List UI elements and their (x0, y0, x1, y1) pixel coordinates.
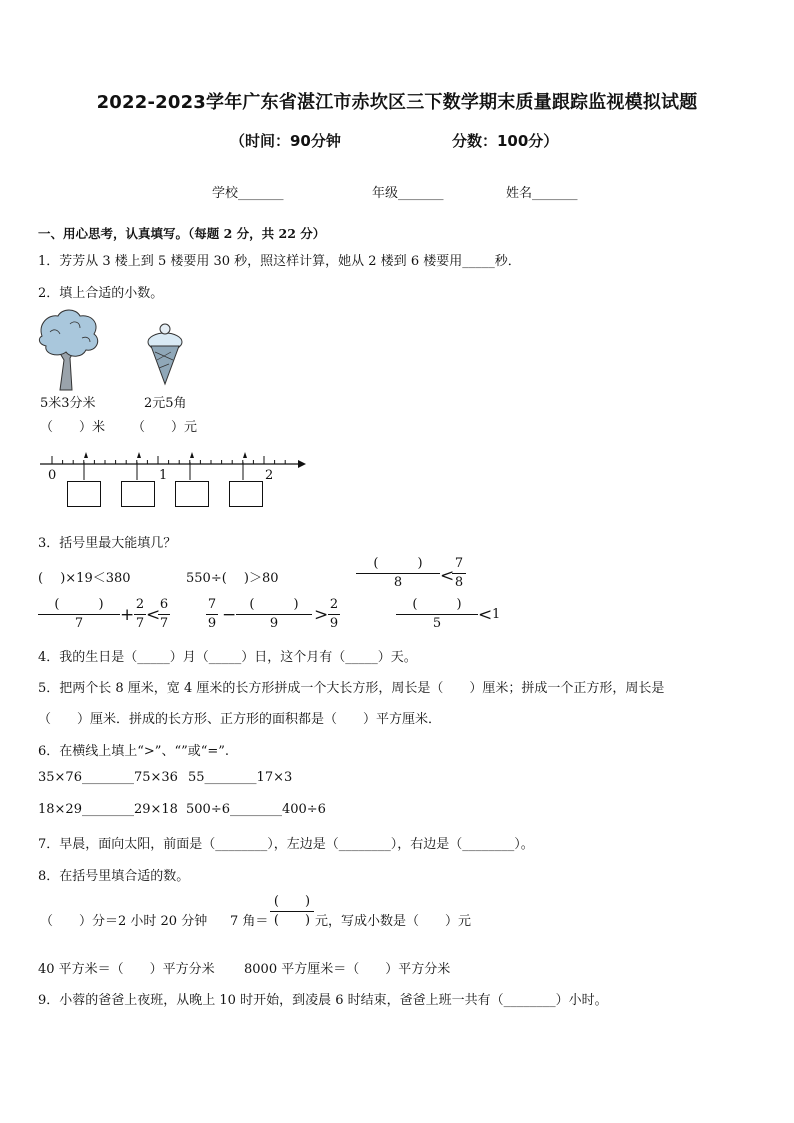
less-than-sign: < (478, 605, 493, 625)
question-1: 1．芳芳从 3 楼上到 5 楼要用 30 秒，照这样计算，她从 2 楼到 6 楼要用_____秒． (38, 254, 521, 269)
exam-title: 2022-2023学年广东省湛江市赤坎区三下数学期末质量跟踪监视模拟试题 (96, 92, 698, 113)
frac-numerator: 2 (329, 597, 339, 612)
less-than-sign: < (440, 566, 455, 586)
q3-item-b[interactable]: 550÷( )＞80 (186, 571, 279, 586)
minus-sign: − (222, 605, 237, 625)
frac-bar (452, 573, 466, 574)
q3-frac-blank-7[interactable] (38, 597, 120, 632)
number-one: 1 (492, 607, 501, 622)
q3-frac-7-8 (452, 556, 466, 591)
ruler-answer-box[interactable] (121, 481, 155, 507)
section1-heading: 一、用心思考，认真填写。（每题 2 分，共 22 分） (38, 226, 326, 241)
frac-bar (356, 573, 440, 574)
question-3: 3．括号里最大能填几？ (38, 536, 177, 551)
q3-item-a[interactable]: ( )×19＜380 (38, 571, 131, 586)
question-5-line2: （ ）厘米．拼成的长方形、正方形的面积都是（ ）平方厘米． (38, 712, 442, 727)
frac-bar (206, 614, 218, 615)
frac-bar (396, 614, 478, 615)
frac-bar (270, 911, 314, 912)
frac-bar (328, 614, 340, 615)
frac-denominator: 9 (329, 616, 339, 631)
frac-denominator: ( ) (273, 913, 311, 928)
tree-caption: 5米3分米 (40, 396, 96, 411)
q6-item-b[interactable]: 55________17×3 (188, 770, 293, 785)
frac-denominator: 7 (159, 616, 169, 631)
q3-frac-6-7 (158, 597, 170, 632)
question-4: 4．我的生日是（_____）月（_____）日，这个月有（_____）天。 (38, 650, 417, 665)
q6-item-c[interactable]: 18×29________29×18 (38, 802, 178, 817)
grade-field[interactable]: 年级_______ (372, 186, 444, 201)
question-9: 9．小蓉的爸爸上夜班，从晚上 10 时开始，到凌晨 6 时结束，爸爸上班一共有（________）小时。 (38, 993, 608, 1008)
question-5-line1: 5．把两个长 8 厘米，宽 4 厘米的长方形拼成一个大长方形，周长是（ ）厘米；拼成一个正方形，周长是 (38, 681, 665, 696)
frac-numerator: 6 (159, 597, 169, 612)
exam-time: （时间：90分钟 (230, 132, 341, 150)
q3-frac-blank-9[interactable] (236, 597, 312, 632)
q3-frac-blank-5[interactable] (396, 597, 478, 632)
greater-than-sign: > (314, 605, 329, 625)
frac-denominator: 8 (393, 575, 403, 590)
q8-item-c[interactable]: 40 平方米＝（ ）平方分米 (38, 962, 215, 977)
ruler-label-1: 1 (159, 468, 168, 483)
q3-frac-blank-8[interactable] (356, 556, 440, 591)
exam-score: 分数：100分） (452, 132, 559, 150)
q3-frac-2-7 (134, 597, 146, 632)
ruler-answer-box[interactable] (67, 481, 101, 507)
question-6: 6．在横线上填上“>”、“”或“=”. (38, 744, 230, 759)
answer-meter[interactable]: （ ）米 (40, 420, 106, 435)
ice-cream-picture (142, 320, 188, 386)
frac-bar (158, 614, 170, 615)
frac-numerator: ( ) (273, 894, 311, 909)
q8-item-b-suffix[interactable]: 元，写成小数是（ ）元 (315, 914, 472, 929)
question-2: 2．填上合适的小数。 (38, 286, 164, 301)
q8-item-b-prefix: 7 角＝ (230, 914, 269, 929)
ruler-answer-box[interactable] (175, 481, 209, 507)
name-field[interactable]: 姓名_______ (506, 186, 578, 201)
question-8: 8．在括号里填合适的数。 (38, 869, 190, 884)
plus-sign: + (120, 605, 135, 625)
icecream-caption: 2元5角 (144, 396, 187, 411)
question-7: 7．早晨，面向太阳，前面是（________），左边是（________），右边是（________）。 (38, 837, 534, 852)
frac-denominator: 5 (432, 616, 442, 631)
ruler-label-0: 0 (48, 468, 57, 483)
less-than-sign: < (146, 605, 161, 625)
q6-item-d[interactable]: 500÷6________400÷6 (186, 802, 326, 817)
frac-denominator: 9 (207, 616, 217, 631)
school-field[interactable]: 学校_______ (212, 186, 284, 201)
q8-item-d[interactable]: 8000 平方厘米＝（ ）平方分米 (244, 962, 451, 977)
frac-numerator: ( ) (412, 597, 462, 612)
q3-frac-2-9 (328, 597, 340, 632)
answer-yuan[interactable]: （ ）元 (132, 420, 198, 435)
frac-bar (236, 614, 312, 615)
ruler-answer-box[interactable] (229, 481, 263, 507)
frac-numerator: 7 (207, 597, 217, 612)
frac-numerator: 7 (454, 556, 464, 571)
q3-frac-7-9 (206, 597, 218, 632)
frac-numerator: ( ) (54, 597, 104, 612)
frac-bar (134, 614, 146, 615)
frac-bar (38, 614, 120, 615)
ruler-label-2: 2 (265, 468, 274, 483)
q8-item-a[interactable]: （ ）分＝2 小时 20 分钟 (40, 914, 208, 929)
ruler-arrows (60, 458, 270, 482)
frac-denominator: 8 (454, 575, 464, 590)
frac-denominator: 7 (74, 616, 84, 631)
frac-numerator: 2 (135, 597, 145, 612)
frac-numerator: ( ) (373, 556, 423, 571)
frac-denominator: 7 (135, 616, 145, 631)
frac-denominator: 9 (269, 616, 279, 631)
q8-fraction-blank[interactable] (270, 894, 314, 929)
q6-item-a[interactable]: 35×76________75×36 (38, 770, 178, 785)
tree-picture (36, 306, 106, 392)
frac-numerator: ( ) (249, 597, 299, 612)
